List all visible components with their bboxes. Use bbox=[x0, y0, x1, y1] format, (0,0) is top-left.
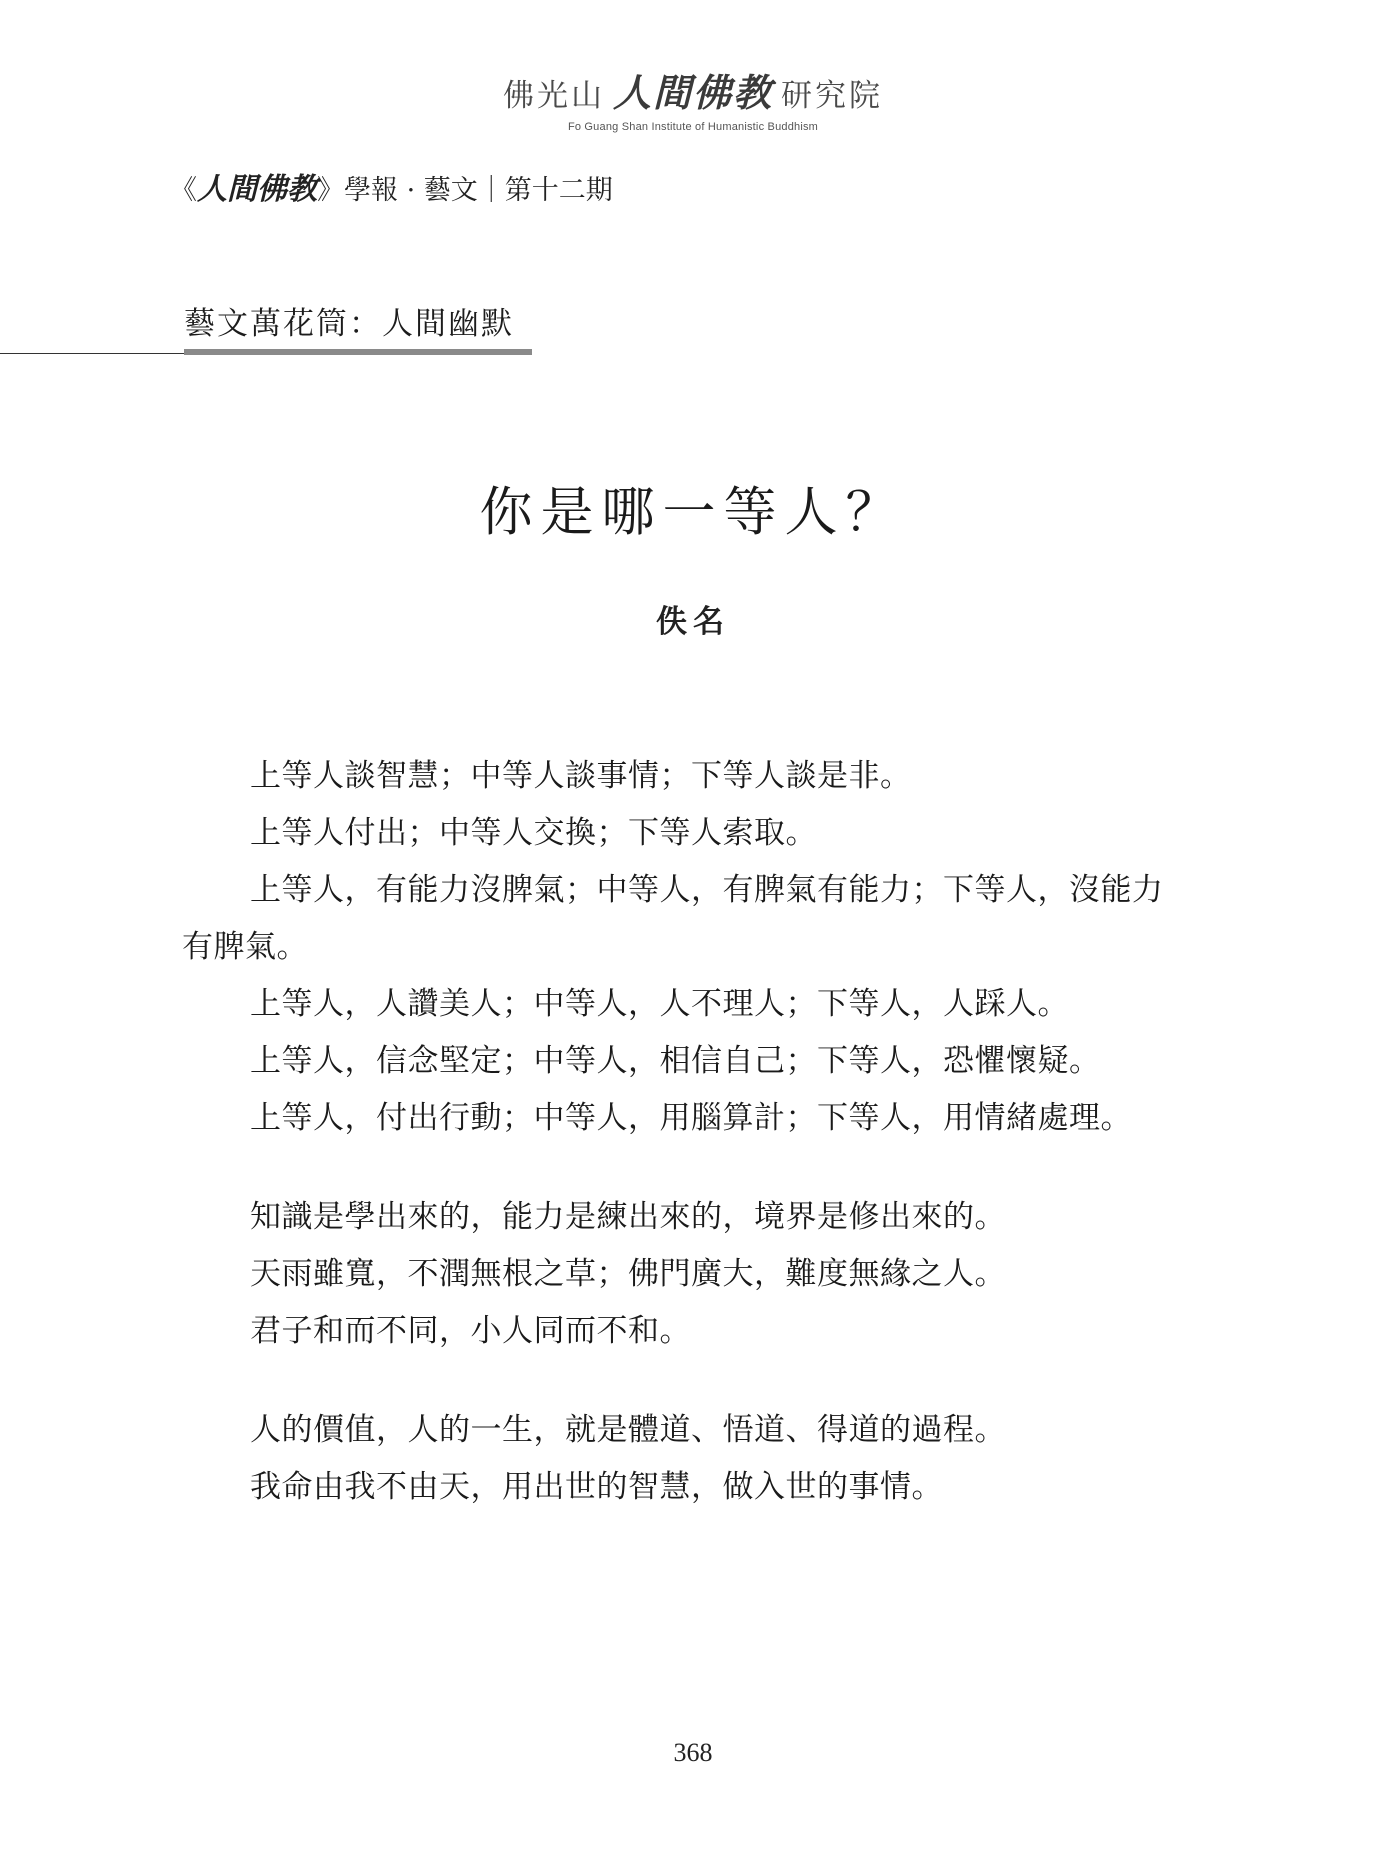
paragraph: 上等人付出；中等人交換；下等人索取。 bbox=[250, 815, 817, 851]
institute-name bbox=[503, 62, 883, 117]
page-number: 368 bbox=[673, 1738, 713, 1767]
paragraph: 君子和而不同，小人同而不和。 bbox=[250, 1313, 691, 1349]
journal-issue-text: 學報 · 藝文｜第十二期 bbox=[344, 175, 613, 206]
institute-brand-logo: 人間佛教 bbox=[612, 70, 773, 115]
paragraph: 上等人，信念堅定；中等人，相信自己；下等人，恐懼懷疑。 bbox=[250, 1043, 1101, 1079]
article-title: 你是哪一等人？ bbox=[479, 482, 907, 543]
section-title: 藝文萬花筒：人間幽默 bbox=[184, 306, 514, 342]
paragraph: 上等人，付出行動；中等人，用腦算計；下等人，用情緒處理。 bbox=[250, 1100, 1132, 1136]
paragraph: 我命由我不由天，用出世的智慧，做入世的事情。 bbox=[250, 1469, 943, 1505]
institute-name-right: 研究院 bbox=[781, 78, 883, 114]
paragraph-gap bbox=[182, 1147, 1182, 1189]
paragraph: 人的價值，人的一生，就是體道、悟道、得道的過程。 bbox=[250, 1412, 1006, 1448]
institute-name-left: 佛光山 bbox=[502, 78, 605, 114]
article-body bbox=[182, 748, 1182, 1516]
paragraph-gap bbox=[182, 1360, 1182, 1402]
journal-bracket-open: 《 bbox=[170, 175, 197, 206]
paragraph: 天雨雖寬，不潤無根之草；佛門廣大，難度無緣之人。 bbox=[250, 1256, 1006, 1292]
journal-issue-line bbox=[170, 164, 613, 208]
article-author: 佚名 bbox=[656, 604, 730, 640]
paragraph: 知識是學出來的，能力是練出來的，境界是修出來的。 bbox=[250, 1199, 1006, 1235]
section-rule-thick bbox=[184, 349, 532, 355]
journal-bracket-close: 》 bbox=[317, 175, 344, 206]
paragraph: 上等人，有能力沒脾氣；中等人，有脾氣有能力；下等人，沒能力有脾氣。 bbox=[182, 872, 1164, 965]
paragraph: 上等人談智慧；中等人談事情；下等人談是非。 bbox=[250, 758, 912, 794]
paragraph: 上等人，人讚美人；中等人，人不理人；下等人，人踩人。 bbox=[250, 986, 1069, 1022]
institute-english-name: Fo Guang Shan Institute of Humanistic Buddhism bbox=[567, 121, 819, 133]
journal-brand: 人間佛教 bbox=[197, 172, 317, 207]
institute-masthead bbox=[0, 62, 1386, 133]
